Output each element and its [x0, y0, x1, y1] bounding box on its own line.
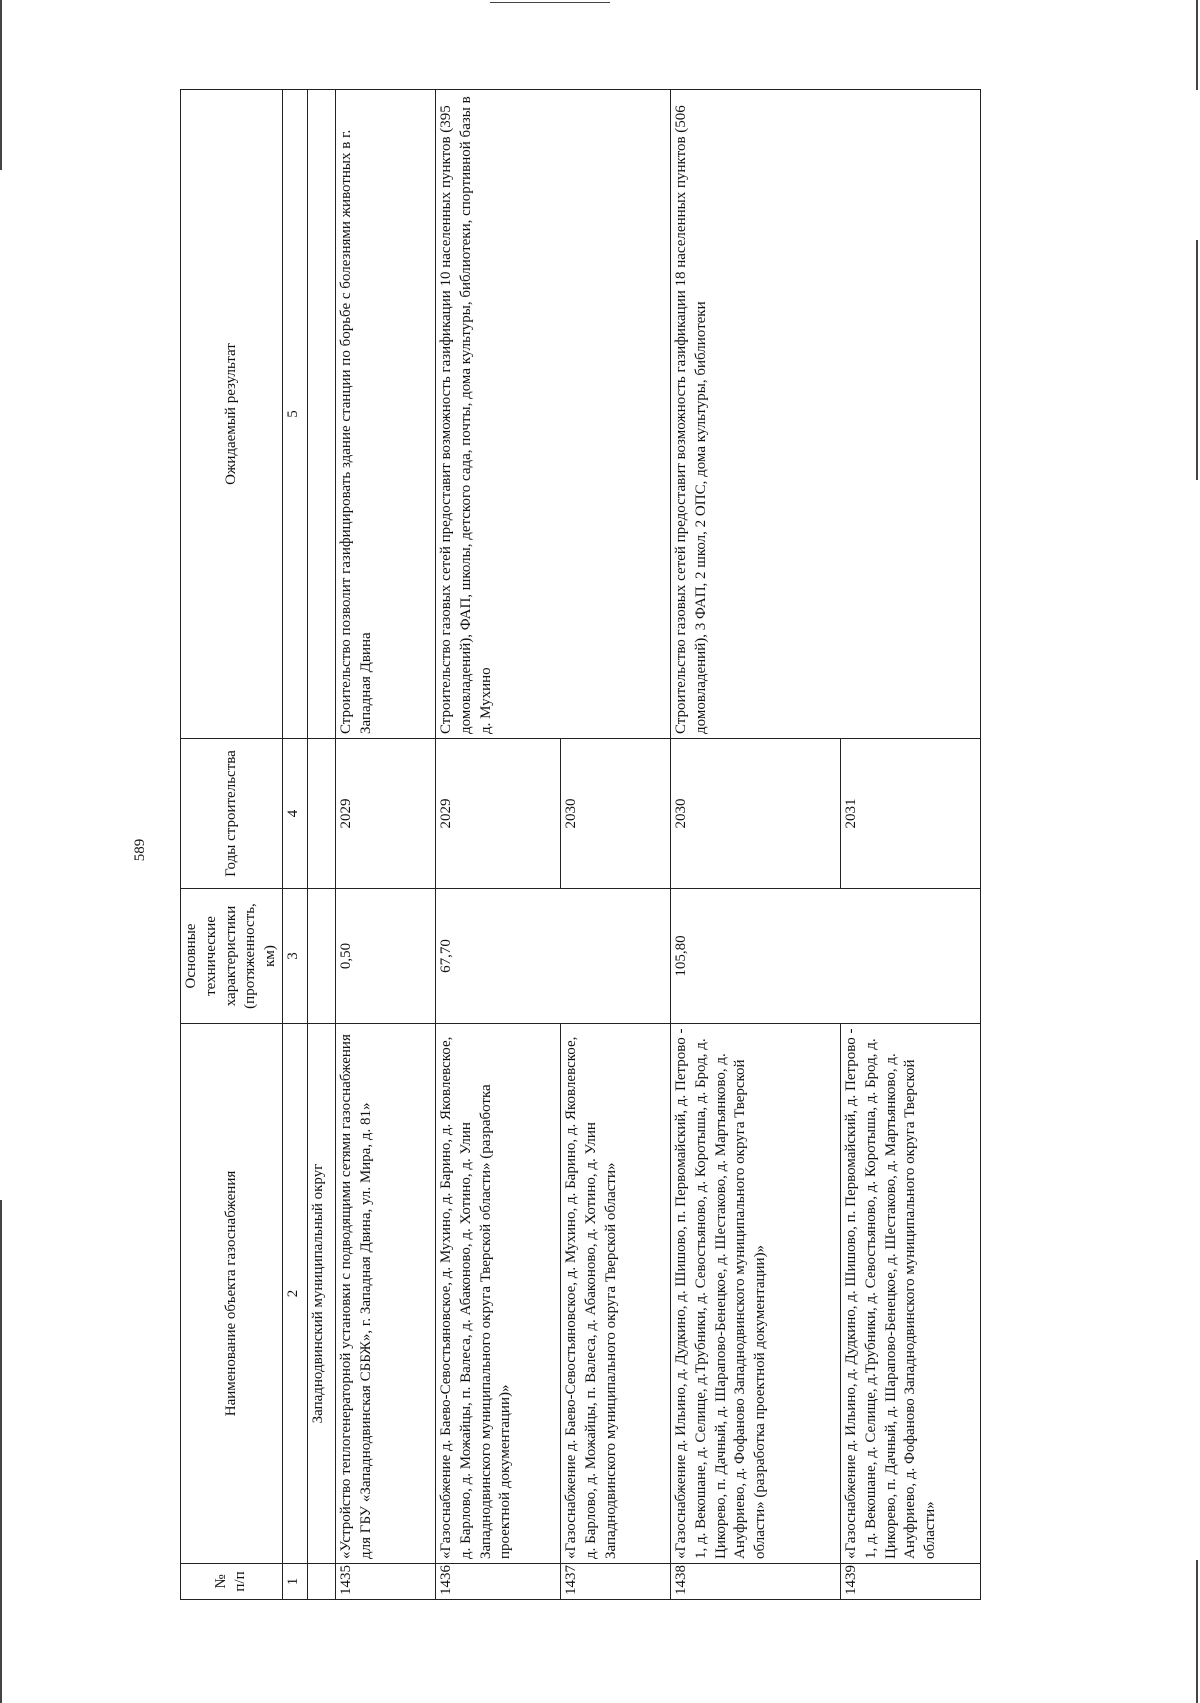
region-empty-cell [307, 889, 335, 1024]
header-num: № п/п [181, 1564, 283, 1600]
region-empty-cell [307, 739, 335, 889]
gas-supply-table [180, 89, 981, 1600]
construction-year: 2029 [335, 739, 435, 889]
object-name: «Газоснабжение д. Ильино, д. Дудкино, д. Шишово, п. Первомайский, д. Петрово - 1, д. Векошане, д. Селище, д.Трубники, д. Севостьяново, д. Коротыша, д. Брод, д. Цикорево, п. Дачный, д. Шарапово-Бенецкое, д. Шестаково, д. Мартьянково, д. Ануфриево, д. Фофаново Западнодвинского муниципального округа Тверской области» [840, 1024, 980, 1564]
construction-year: 2031 [840, 739, 980, 889]
header-characteristics: Основные технические характеристики (протяженность, км) [181, 889, 283, 1024]
object-name: «Газоснабжение д. Баево-Севостьяновское, д. Мухино, д. Барино, д. Яковлевское, д. Барлово, д. Можайцы, п. Валеса, д. Абаконово, д. Хотино, д. Улин Западнодвинского муниципального округа Тверской области» [560, 1024, 670, 1564]
expected-result: Строительство позволит газифицировать здание станции по борьбе с болезнями животных в г. Западная Двина [335, 90, 435, 739]
region-name: Западнодвинский муниципальный округ [307, 1024, 335, 1564]
row-number: 1437 [560, 1564, 670, 1600]
table-row [435, 90, 560, 1600]
region-num-cell [307, 1564, 335, 1600]
column-number: 1 [282, 1564, 307, 1600]
header-result: Ожидаемый результат [181, 90, 283, 739]
row-number: 1438 [670, 1564, 840, 1600]
expected-result: Строительство газовых сетей предоставит возможность газификации 10 населенных пунктов (395 домовладений), ФАП, школы, детского сада, почты, дома культуры, библиотеки, спортивной базы в д. Мухино [435, 90, 670, 739]
page-number: 589 [132, 838, 148, 862]
scan-edge-mark [1196, 1560, 1198, 1703]
region-row [307, 90, 335, 1600]
construction-year: 2029 [435, 739, 560, 889]
construction-year: 2030 [670, 739, 840, 889]
object-name: «Устройство теплогенераторной установки с подводящими сетями газоснабжения для ГБУ «Западнодвинская СББЖ», г. Западная Двина, ул. Мира, д. 81» [335, 1024, 435, 1564]
object-name: «Газоснабжение д. Ильино, д. Дудкино, д. Шишово, п. Первомайский, д. Петрово - 1, д. Векошане, д. Селище, д.Трубники, д. Севостьяново, д. Коротыша, д. Брод, д. Цикорево, п. Дачный, д. Шарапово-Бенецкое, д. Шестаково, д. Мартьянково, д. Ануфриево, д. Фофаново Западнодвинского муниципального округа Тверской области» (разработка проектной документации)» [670, 1024, 840, 1564]
table-row [335, 90, 435, 1600]
pipeline-length: 67,70 [435, 889, 670, 1024]
pipeline-length: 0,50 [335, 889, 435, 1024]
construction-year: 2030 [560, 739, 670, 889]
column-number: 2 [282, 1024, 307, 1564]
table-row [670, 90, 840, 1600]
rotated-page [180, 90, 1030, 1600]
column-number: 4 [282, 739, 307, 889]
scan-edge-mark [490, 2, 610, 3]
column-number-row [282, 90, 307, 1600]
column-number: 5 [282, 90, 307, 739]
header-years: Годы строительства [181, 739, 283, 889]
column-number: 3 [282, 889, 307, 1024]
object-name: «Газоснабжение д. Баево-Севостьяновское, д. Мухино, д. Барино, д. Яковлевское, д. Барлово, д. Можайцы, п. Валеса, д. Абаконово, д. Хотино, д. Улин Западнодвинского муниципального округа Тверской области» (разработка проектной документации)» [435, 1024, 560, 1564]
scan-edge-mark [1196, 240, 1198, 480]
row-number: 1436 [435, 1564, 560, 1600]
region-empty-cell [307, 90, 335, 739]
scan-edge-mark [0, 0, 2, 170]
header-name: Наименование объекта газоснабжения [181, 1024, 283, 1564]
row-number: 1439 [840, 1564, 980, 1600]
scan-edge-mark [1196, 0, 1198, 90]
expected-result: Строительство газовых сетей предоставит возможность газификации 18 населенных пунктов (506 домовладений), 3 ФАП, 2 школ, 2 ОПС, дома культуры, библиотеки [670, 90, 980, 739]
header-row [181, 90, 283, 1600]
scan-edge-mark [0, 1200, 2, 1703]
row-number: 1435 [335, 1564, 435, 1600]
pipeline-length: 105,80 [670, 889, 980, 1024]
